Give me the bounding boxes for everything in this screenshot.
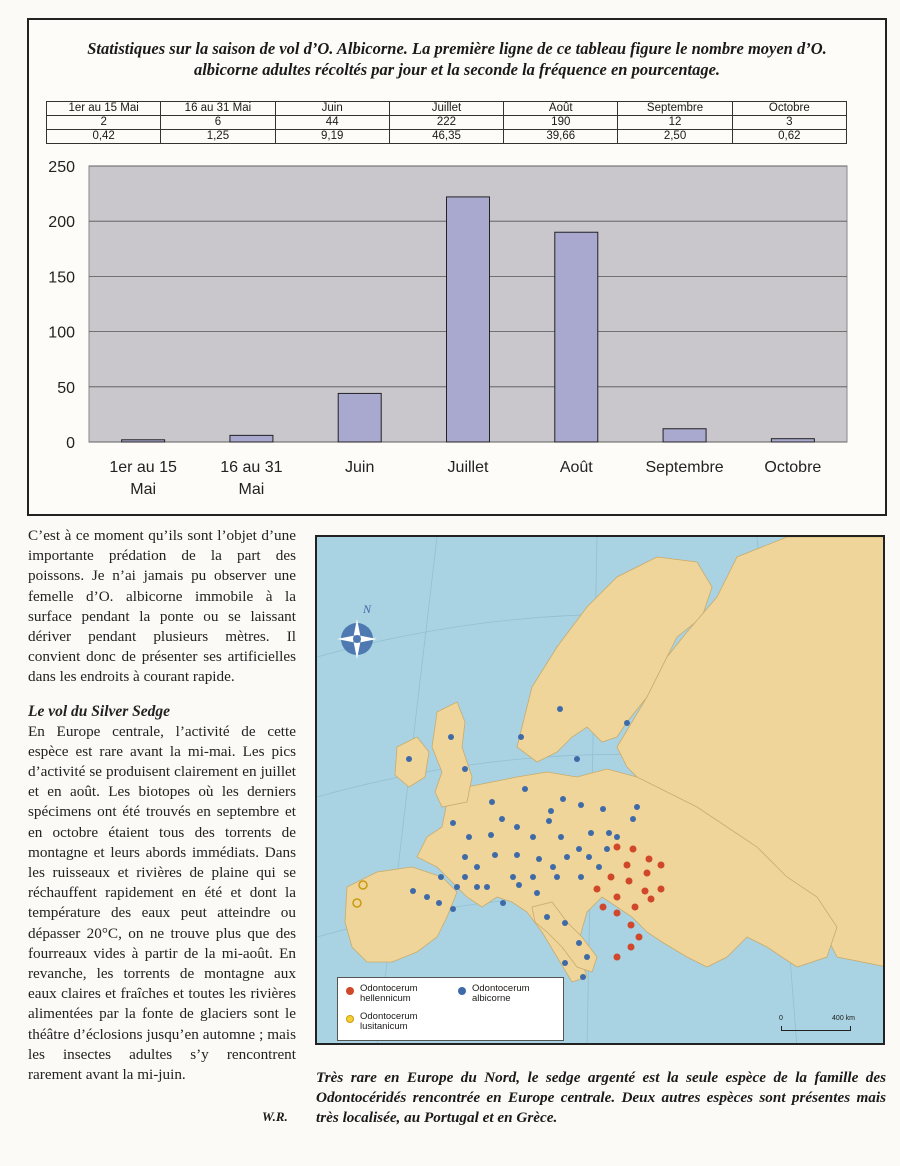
x-tick-label: Mai: [130, 481, 157, 498]
distribution-map: [315, 535, 885, 1045]
x-tick-label: Août: [559, 459, 593, 476]
article-paragraph: En Europe centrale, l’activité de cette espèce est rare avant la mi-mai. Les pics d’activité se produisent clairement en juillet et en août. Les biotopes où les derniers spécimens ont été trouvés en septembre et en octobre étaient tous des torrents de montagne et leurs abords immédiats. Dans les ruisseaux et rivières de plaine qui se réchauffent rapidement en été et dont la température des eaux peut atteindre ou dépasser 20°C, on ne trouve plus que des fourreaux vides à partir de la mi-août. En revanche, les torrents de montagne aux eaux claires et fraîches et toutes les rivières alimentées par la fonte de glaciers sont le théâtre d’éclosions jusqu’en automne ; mais les insectes adultes s’y rencontrent rarement avant la mi-juin.: [28, 722, 296, 1084]
x-tick-label: Juillet: [447, 459, 489, 476]
y-tick-label: 100: [48, 324, 75, 342]
legend-label: Odontocerum albicorne: [472, 983, 530, 1004]
table-header-cell: Août: [504, 102, 618, 116]
hellennicum-dot: [658, 862, 665, 869]
table-cell: 39,66: [504, 130, 618, 144]
legend-item-hellennicum: [346, 984, 440, 1004]
x-tick-label: 16 au 31: [220, 459, 283, 476]
table-cell: 2,50: [618, 130, 732, 144]
compass-rose-icon: [337, 602, 377, 659]
hellennicum-dot: [626, 878, 633, 885]
bar: [338, 393, 381, 442]
hellennicum-dot: [636, 934, 643, 941]
albicorne-dot: [522, 786, 528, 792]
x-tick-label: Octobre: [764, 459, 822, 476]
table-header-cell: Juin: [275, 102, 389, 116]
blue-dot-icon: [458, 987, 466, 995]
albicorne-dot: [564, 854, 570, 860]
albicorne-dot: [424, 894, 430, 900]
albicorne-dot: [462, 874, 468, 880]
legend-label: Odontocerum lusitanicum: [360, 1011, 418, 1032]
albicorne-dot: [562, 960, 568, 966]
x-tick-label: Juin: [345, 459, 375, 476]
scale-zero: 0: [779, 1015, 783, 1022]
hellennicum-dot: [630, 846, 637, 853]
hellennicum-dot: [600, 904, 607, 911]
map-caption: Très rare en Europe du Nord, le sedge argenté est la seule espèce de la famille des Odontocéridés rencontrée en Europe centrale. Deux autres espèces sont présentes mais très localisée, au Portugal et en Grèce.: [316, 1069, 886, 1126]
y-tick-label: 250: [48, 160, 75, 176]
albicorne-dot: [530, 834, 536, 840]
hellennicum-dot: [628, 922, 635, 929]
albicorne-dot: [514, 852, 520, 858]
albicorne-dot: [454, 884, 460, 890]
albicorne-dot: [530, 874, 536, 880]
legend-item-albicorne: [458, 984, 552, 1004]
albicorne-dot: [562, 920, 568, 926]
article-body: [28, 526, 296, 1085]
x-tick-label: Septembre: [645, 459, 724, 476]
albicorne-dot: [536, 856, 542, 862]
chart-panel: [27, 18, 887, 516]
albicorne-dot: [466, 834, 472, 840]
hellennicum-dot: [614, 910, 621, 917]
albicorne-dot: [580, 974, 586, 980]
table-header-cell: 16 au 31 Mai: [161, 102, 275, 116]
albicorne-dot: [484, 884, 490, 890]
stats-table: [46, 101, 847, 144]
author-signature: W.R.: [262, 1109, 288, 1124]
hellennicum-dot: [614, 844, 621, 851]
albicorne-dot: [634, 804, 640, 810]
albicorne-dot: [534, 890, 540, 896]
bar: [447, 197, 490, 442]
hellennicum-dot: [608, 874, 615, 881]
table-header-row: [47, 102, 847, 116]
albicorne-dot: [500, 900, 506, 906]
chart-title: Statistiques sur la saison de vol d’O. Albicorne. La première ligne de ce tableau figure le nombre moyen d’O. albicorne adultes récoltés par jour et la seconde la fréquence en pourcentage.: [87, 39, 827, 79]
y-tick-label: 200: [48, 214, 75, 232]
table-cell: 6: [161, 116, 275, 130]
table-cell: 12: [618, 116, 732, 130]
albicorne-dot: [554, 874, 560, 880]
albicorne-dot: [558, 834, 564, 840]
scale-bar: [781, 1026, 851, 1031]
compass-label: N: [363, 602, 372, 616]
bar-chart: [29, 160, 885, 516]
albicorne-dot: [548, 808, 554, 814]
map-scale: [779, 1015, 855, 1035]
x-tick-label: 1er au 15: [109, 459, 177, 476]
albicorne-dot: [488, 832, 494, 838]
article-paragraph: C’est à ce moment qu’ils sont l’objet d’une importante prédation de la part des poissons. Je n’ai jamais pu observer une femelle d’O. albicorne immobile à la surface pendant la ponte ou se laissant dériver pendant plusieurs mètres. Il convient donc de présenter ses artificielles dans les endroits à courant rapide.: [28, 527, 296, 686]
albicorne-dot: [630, 816, 636, 822]
albicorne-dot: [578, 802, 584, 808]
albicorne-dot: [544, 914, 550, 920]
land-britain: [432, 702, 472, 807]
table-row-count: [47, 116, 847, 130]
albicorne-dot: [574, 756, 580, 762]
albicorne-dot: [596, 864, 602, 870]
albicorne-dot: [462, 854, 468, 860]
table-cell: 9,19: [275, 130, 389, 144]
albicorne-dot: [604, 846, 610, 852]
red-dot-icon: [346, 987, 354, 995]
albicorne-dot: [474, 864, 480, 870]
europe-map: [317, 537, 885, 1045]
table-header-cell: 1er au 15 Mai: [47, 102, 161, 116]
table-cell: 44: [275, 116, 389, 130]
bar: [122, 440, 165, 442]
bar: [663, 429, 706, 442]
legend-item-lusitanicum: [346, 1012, 440, 1032]
table-cell: 222: [389, 116, 503, 130]
albicorne-dot: [560, 796, 566, 802]
albicorne-dot: [514, 824, 520, 830]
albicorne-dot: [550, 864, 556, 870]
albicorne-dot: [516, 882, 522, 888]
albicorne-dot: [448, 734, 454, 740]
table-cell: 0,62: [732, 130, 846, 144]
albicorne-dot: [489, 799, 495, 805]
albicorne-dot: [557, 706, 563, 712]
albicorne-dot: [450, 906, 456, 912]
bar: [771, 439, 814, 442]
albicorne-dot: [624, 720, 630, 726]
y-tick-label: 50: [57, 379, 75, 397]
legend-label: Odontocerum hellennicum: [360, 983, 418, 1004]
table-cell: 2: [47, 116, 161, 130]
hellennicum-dot: [642, 888, 649, 895]
section-heading: Le vol du Silver Sedge: [28, 702, 171, 720]
y-tick-label: 150: [48, 269, 75, 287]
albicorne-dot: [406, 756, 412, 762]
table-cell: 0,42: [47, 130, 161, 144]
bar: [230, 435, 273, 442]
albicorne-dot: [510, 874, 516, 880]
hellennicum-dot: [644, 870, 651, 877]
albicorne-dot: [410, 888, 416, 894]
albicorne-dot: [588, 830, 594, 836]
hellennicum-dot: [614, 954, 621, 961]
albicorne-dot: [606, 830, 612, 836]
table-header-cell: Octobre: [732, 102, 846, 116]
hellennicum-dot: [614, 894, 621, 901]
albicorne-dot: [584, 954, 590, 960]
yellow-dot-icon: [346, 1015, 354, 1023]
table-header-cell: Juillet: [389, 102, 503, 116]
hellennicum-dot: [594, 886, 601, 893]
hellennicum-dot: [628, 944, 635, 951]
albicorne-dot: [576, 846, 582, 852]
albicorne-dot: [499, 816, 505, 822]
albicorne-dot: [576, 940, 582, 946]
albicorne-dot: [450, 820, 456, 826]
hellennicum-dot: [646, 856, 653, 863]
table-cell: 1,25: [161, 130, 275, 144]
albicorne-dot: [438, 874, 444, 880]
albicorne-dot: [600, 806, 606, 812]
albicorne-dot: [436, 900, 442, 906]
albicorne-dot: [518, 734, 524, 740]
albicorne-dot: [462, 766, 468, 772]
hellennicum-dot: [658, 886, 665, 893]
albicorne-dot: [474, 884, 480, 890]
albicorne-dot: [614, 834, 620, 840]
albicorne-dot: [586, 854, 592, 860]
land-ireland: [395, 737, 429, 787]
albicorne-dot: [546, 818, 552, 824]
albicorne-dot: [492, 852, 498, 858]
hellennicum-dot: [632, 904, 639, 911]
bar: [555, 232, 598, 442]
hellennicum-dot: [648, 896, 655, 903]
table-row-frequency: [47, 130, 847, 144]
table-cell: 190: [504, 116, 618, 130]
table-cell: 3: [732, 116, 846, 130]
x-tick-label: Mai: [238, 481, 265, 498]
table-cell: 46,35: [389, 130, 503, 144]
hellennicum-dot: [624, 862, 631, 869]
map-legend: [337, 977, 564, 1041]
table-header-cell: Septembre: [618, 102, 732, 116]
albicorne-dot: [578, 874, 584, 880]
y-tick-label: 0: [66, 435, 75, 452]
scale-label: 400 km: [832, 1015, 855, 1022]
